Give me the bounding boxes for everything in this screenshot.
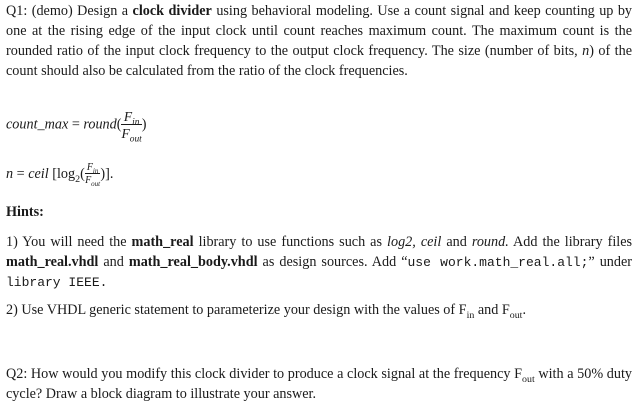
q1-text-2: ) of the count should also be calculated from the ratio of the clock frequencies. bbox=[6, 42, 632, 79]
hint2-text-a: 2) Use VHDL generic statement to parameterize your design with the values of F bbox=[6, 302, 467, 318]
eq2-numerator: $F_{in}$ bbox=[86, 162, 99, 175]
eq1-open: ( bbox=[116, 116, 122, 133]
hint-1 bbox=[6, 233, 632, 293]
hint1-and-2: and bbox=[103, 253, 124, 270]
eq2-func: ceil bbox=[28, 165, 49, 182]
hint1-round: round. bbox=[471, 234, 509, 250]
hint1-text-d: as design sources. Add “ bbox=[262, 253, 408, 270]
hint2-text-b: and F bbox=[474, 302, 510, 318]
eq2-equals: = bbox=[13, 165, 29, 182]
eq2-open: [ bbox=[48, 165, 57, 182]
hint1-log2: log2, bbox=[387, 234, 416, 250]
eq1-lhs: count_max bbox=[6, 116, 69, 133]
eq1-close: ) bbox=[141, 116, 147, 133]
eq2-lhs: n bbox=[6, 165, 14, 182]
hint1-file-math-real-body: math_real_body.vhdl bbox=[128, 253, 258, 270]
hint1-text-b: library to use functions such as bbox=[198, 234, 383, 250]
hint1-math-real: math_real bbox=[131, 234, 194, 250]
hint1-and: and bbox=[446, 234, 467, 250]
hint1-file-math-real: math_real.vhdl bbox=[6, 253, 99, 270]
q2-text-a: Q2: How would you modify this clock divider to produce a clock signal at the frequency F bbox=[6, 366, 523, 382]
hint2-end: . bbox=[522, 302, 526, 318]
hint1-code-library: library IEEE. bbox=[6, 274, 108, 290]
question-1 bbox=[6, 2, 632, 82]
hint1-text-c: Add the library files bbox=[513, 234, 633, 250]
hint2-sub-out: out bbox=[509, 309, 523, 321]
hint1-ceil: ceil bbox=[420, 234, 442, 250]
equation-count-max bbox=[6, 109, 147, 145]
eq2-log: $\log_2$ bbox=[56, 165, 81, 185]
eq2-denominator: $F_{out}$ bbox=[85, 175, 101, 188]
q1-prefix: Q1: (demo) Design a bbox=[6, 3, 129, 19]
hint1-code-use: use work.math_real.all; bbox=[407, 254, 589, 270]
hint1-text-a: 1) You will need the bbox=[6, 234, 127, 250]
hint2-sub-in: in bbox=[466, 309, 475, 321]
equation-n-bits bbox=[6, 163, 113, 186]
q1-n-var: n bbox=[582, 42, 590, 59]
eq1-equals: = bbox=[68, 116, 84, 133]
eq2-fraction bbox=[85, 163, 101, 186]
q1-text-1: using behavioral modeling. Use a count signal and keep counting up by one at the rising edge of the input clock until count reaches maximum count. The maximum count is the rounded ratio of the input clock frequency to the output clock frequency. The size (number of bits, bbox=[6, 3, 633, 59]
eq1-numerator: $F_{in}$ bbox=[121, 110, 141, 125]
eq2-paren-open: ( bbox=[80, 165, 85, 182]
hints-heading: Hints: bbox=[6, 204, 44, 220]
eq1-denominator: $F_{out}$ bbox=[121, 125, 142, 145]
hint1-text-e: ” under bbox=[588, 253, 633, 270]
q1-clock-divider: clock divider bbox=[132, 3, 212, 19]
question-2 bbox=[6, 365, 632, 405]
eq1-func: round bbox=[83, 116, 117, 133]
eq1-fraction bbox=[121, 109, 142, 145]
q2-sub-out: out bbox=[522, 373, 535, 385]
hint-2 bbox=[6, 301, 632, 321]
q2-text-b: with a 50% duty cycle? Draw a block diagram to illustrate your answer. bbox=[6, 366, 632, 402]
eq2-close: )]. bbox=[100, 165, 114, 182]
